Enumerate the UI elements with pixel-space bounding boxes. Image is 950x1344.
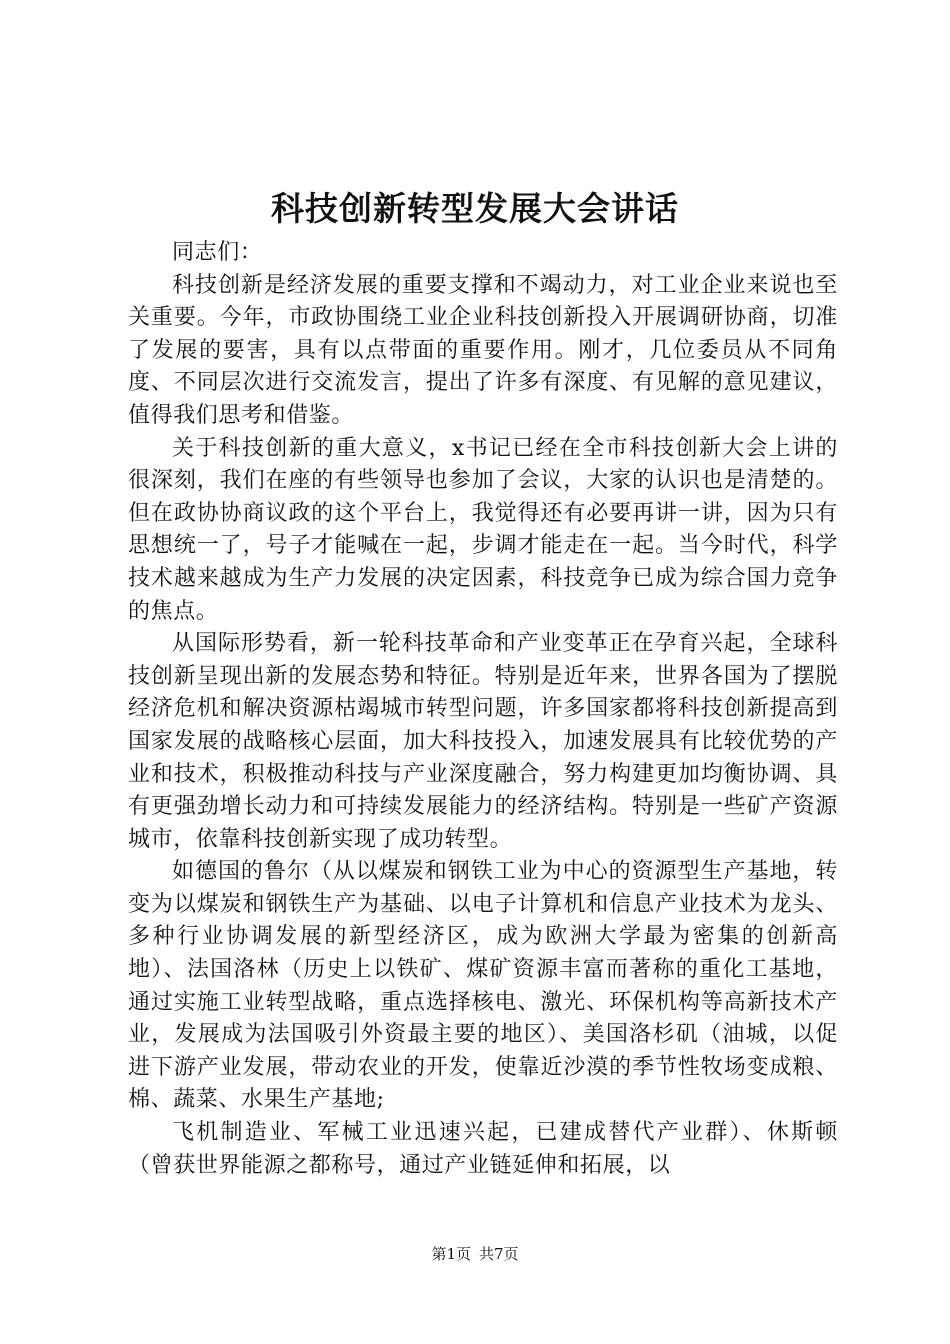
salutation: 同志们： [172, 240, 263, 265]
page-number-current: 第1页 [431, 1245, 471, 1263]
page-number-total: 共7页 [479, 1245, 519, 1263]
document-title: 科技创新转型发展大会讲话 [271, 189, 679, 228]
paragraph: 从国际形势看，新一轮科技革命和产业变革正在孕育兴起，全球科技创新呈现出新的发展态势和特征。特别是近年来，世界各国为了摆脱经济危机和解决资源枯竭城市转型问题，许多国家都将科技创新提高到国家发展的战略核心层面，加大科技投入，加速发展具有比较优势的产业和技术，积极推动科技与产业深度融合，努力构建更加均衡协调、具有更强劲增长动力和可持续发展能力的经济结构。特别是一些矿产资源城市，依靠科技创新实现了成功转型。 [128, 631, 838, 852]
page-footer [0, 1244, 950, 1264]
paragraph: 如德国的鲁尔（从以煤炭和钢铁工业为中心的资源型生产基地，转变为以煤炭和钢铁生产为基础、以电子计算机和信息产业技术为龙头、多种行业协调发展的新型经济区，成为欧洲大学最为密集的创新高地）、法国洛林（历史上以铁矿、煤矿资源丰富而著称的重化工基地，通过实施工业转型战略，重点选择核电、激光、环保机构等高新技术产业，发展成为法国吸引外资最主要的地区）、美国洛杉矶（油城，以促进下游产业发展，带动农业的开发，使靠近沙漠的季节性牧场变成粮、棉、蔬菜、水果生产基地; [128, 859, 838, 1113]
paragraph: 科技创新是经济发展的重要支撑和不竭动力，对工业企业来说也至关重要。今年，市政协围绕工业企业科技创新投入开展调研协商，切准了发展的要害，具有以点带面的重要作用。刚才，几位委员从不同角度、不同层次进行交流发言，提出了许多有深度、有见解的意见建议，值得我们思考和借鉴。 [128, 272, 838, 428]
paragraph: 关于科技创新的重大意义，x书记已经在全市科技创新大会上讲的很深刻，我们在座的有些领导也参加了会议，大家的认识也是清楚的。但在政协协商议政的这个平台上，我觉得还有必要再讲一讲，因为只有思想统一了，号子才能喊在一起，步调才能走在一起。当今时代，科学技术越来越成为生产力发展的决定因素，科技竞争已成为综合国力竞争的焦点。 [128, 435, 838, 624]
document-body [128, 237, 838, 1182]
paragraph: 飞机制造业、军械工业迅速兴起，已建成替代产业群）、休斯顿（曾获世界能源之都称号，通过产业链延伸和拓展，以 [128, 1120, 838, 1178]
